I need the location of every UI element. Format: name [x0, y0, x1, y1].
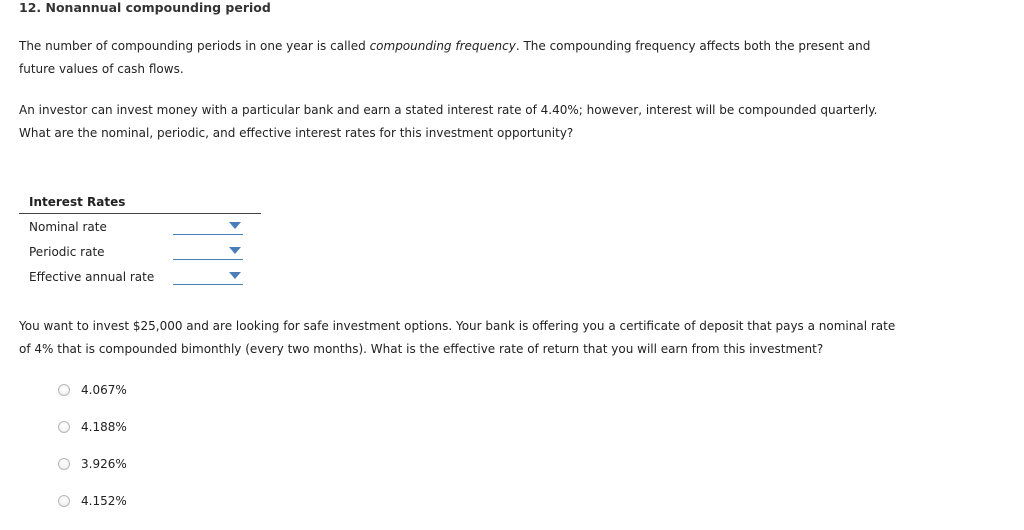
chevron-down-icon: [229, 272, 241, 279]
radio-button[interactable]: [58, 421, 70, 433]
periodic-rate-label: Periodic rate: [29, 245, 105, 259]
intro-text-end: . The compounding frequency affects both the present and future values of cash flows.: [19, 39, 871, 76]
rate-row-periodic: [19, 239, 261, 264]
rate-row-nominal: [19, 214, 261, 239]
radio-button[interactable]: [58, 384, 70, 396]
scenario-two-paragraph: You want to invest $25,000 and are looking for safe investment options. Your bank is offering you a certificate of deposit that pays a nominal rate of 4% that is compounded bimonthly (every two months). What is the effective rate of return that you will earn from this investment?: [19, 319, 896, 356]
chevron-down-icon: [229, 222, 241, 229]
answer-option-label: 3.926%: [81, 457, 127, 471]
nominal-rate-label: Nominal rate: [29, 220, 107, 234]
rate-row-effective: [19, 264, 261, 289]
effective-annual-rate-dropdown[interactable]: [173, 268, 243, 285]
answer-option-label: 4.152%: [81, 494, 127, 508]
intro-text-start: The number of compounding periods in one year is called: [19, 39, 370, 53]
question-title: 12. Nonannual compounding period: [19, 0, 271, 15]
chevron-down-icon: [229, 247, 241, 254]
nominal-rate-dropdown[interactable]: [173, 218, 243, 235]
intro-paragraph: [19, 35, 909, 81]
radio-button[interactable]: [58, 495, 70, 507]
answer-option-label: 4.067%: [81, 383, 127, 397]
intro-term: compounding frequency: [369, 39, 516, 53]
answer-option-label: 4.188%: [81, 420, 127, 434]
interest-rates-table: [19, 195, 261, 289]
radio-button[interactable]: [58, 458, 70, 470]
effective-annual-rate-label: Effective annual rate: [29, 270, 155, 284]
periodic-rate-dropdown[interactable]: [173, 243, 243, 260]
scenario-one-paragraph: An investor can invest money with a particular bank and earn a stated interest rate of 4.40%; however, interest will be compounded quarterly. What are the nominal, periodic, and effective interest rates for this investment opportunity?: [19, 103, 878, 140]
interest-rates-header: Interest Rates: [19, 195, 261, 214]
